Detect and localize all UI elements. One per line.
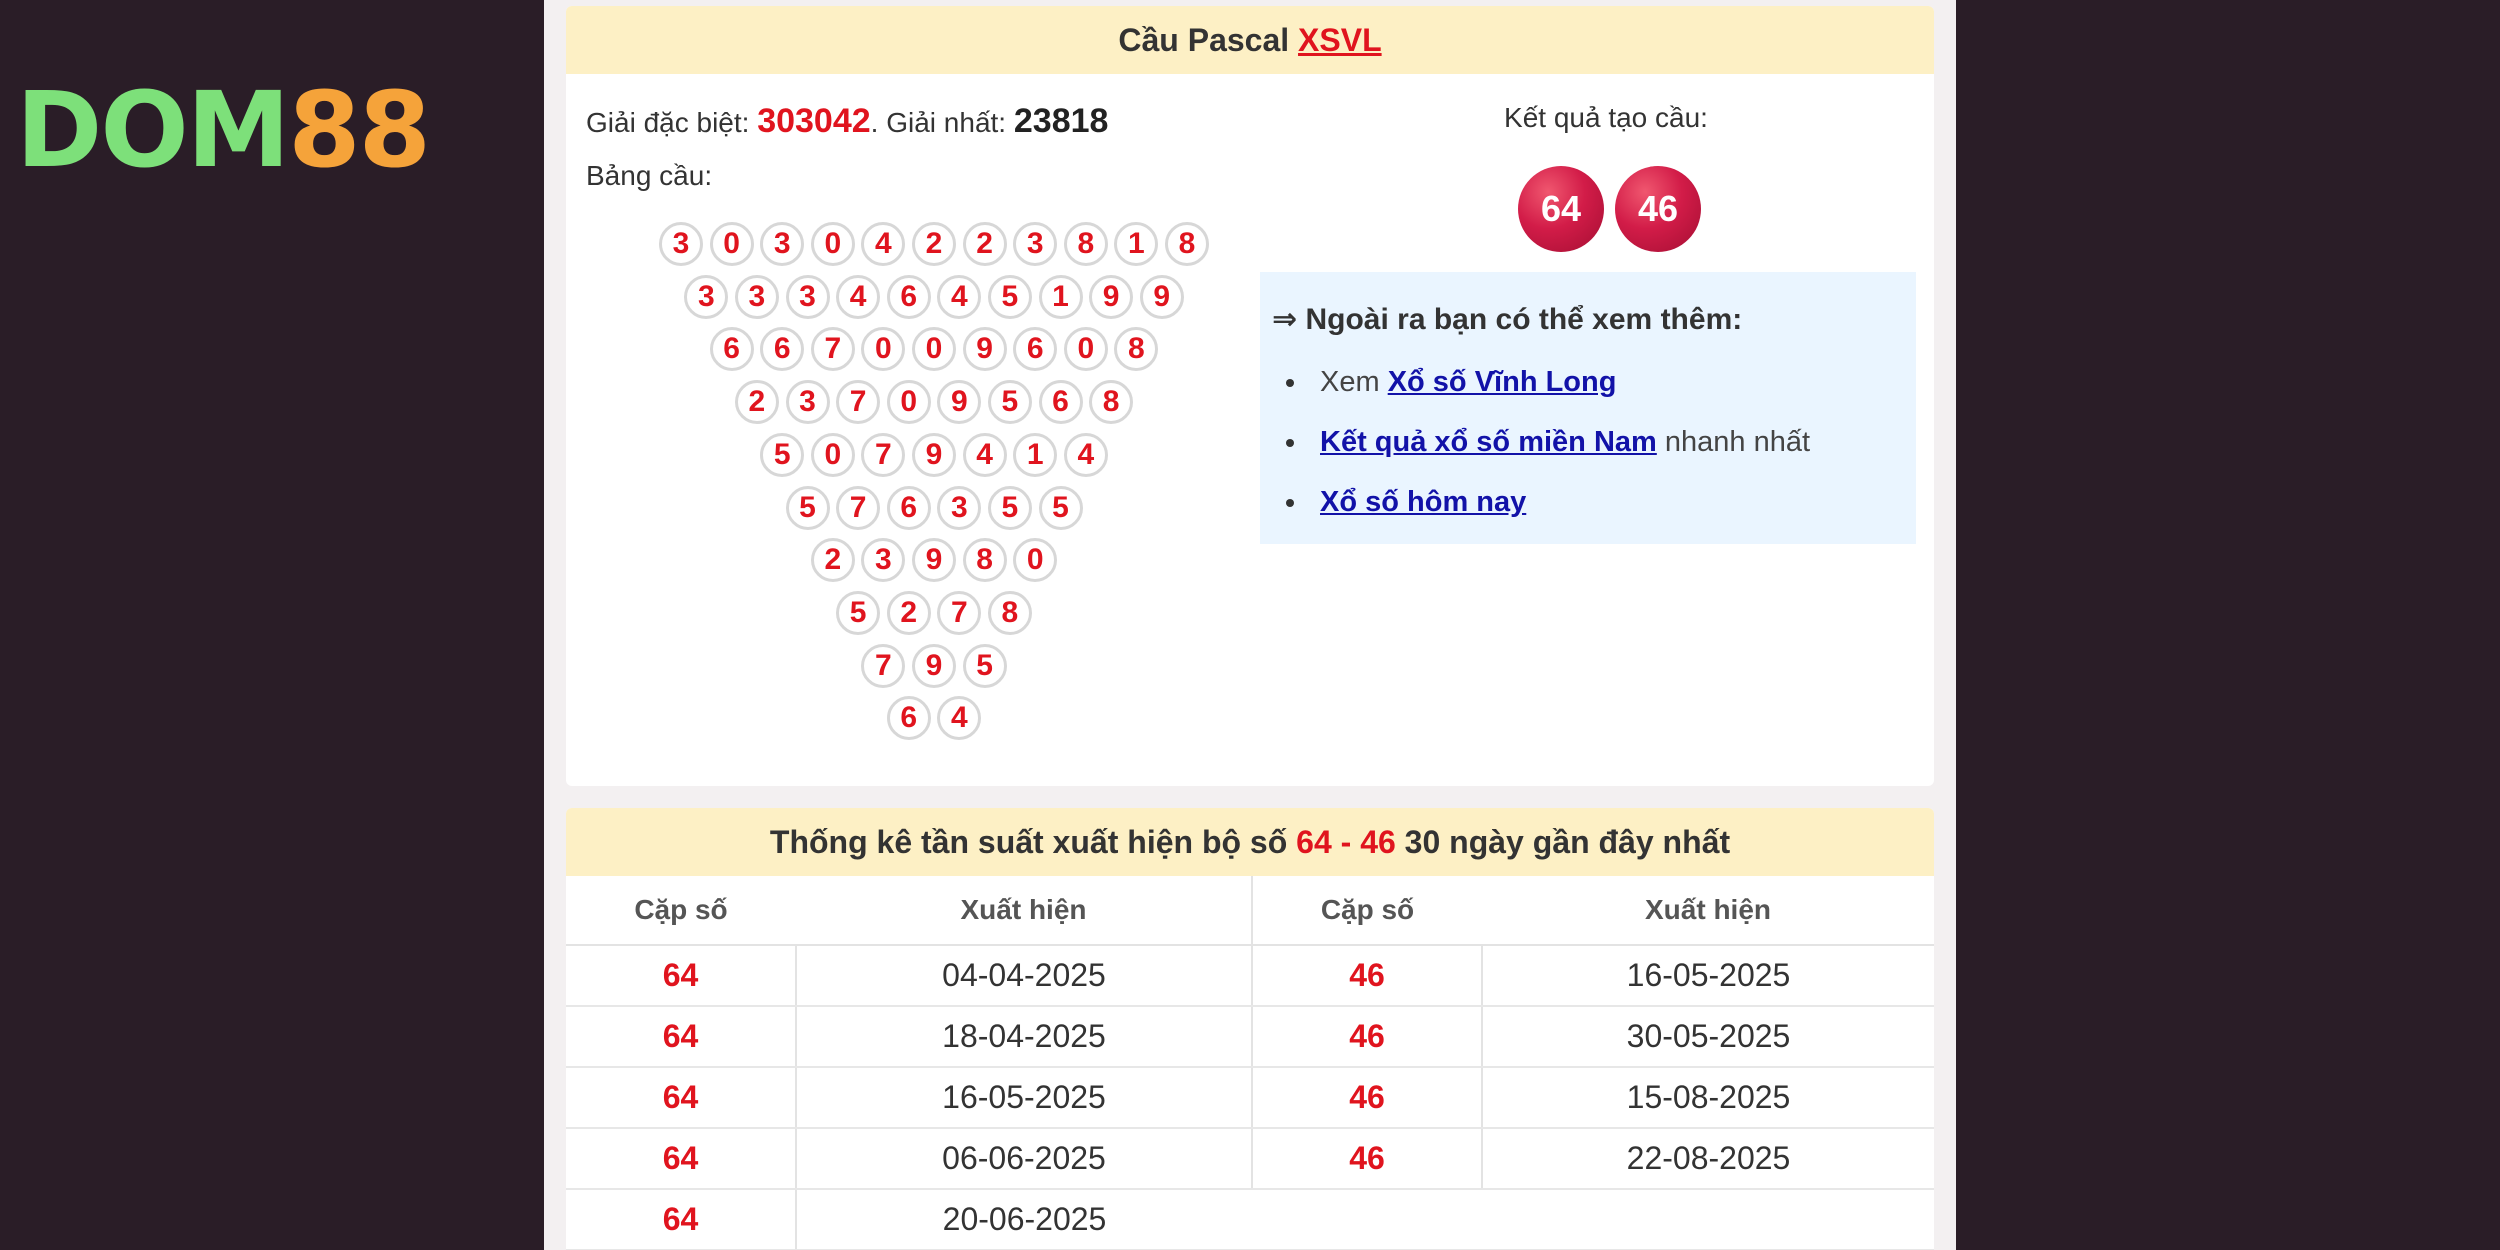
pascal-card	[566, 6, 1934, 786]
pascal-cell: 6	[887, 275, 931, 319]
pascal-cell: 6	[887, 486, 931, 530]
pascal-cell: 0	[710, 222, 754, 266]
pascal-cell: 2	[811, 538, 855, 582]
pascal-cell: 1	[1114, 222, 1158, 266]
prize-db-label: Giải đặc biệt:	[586, 107, 758, 138]
pascal-cell: 6	[1013, 327, 1057, 371]
ket-qua-mien-nam-link[interactable]: Kết quả xổ số miền Nam	[1320, 426, 1657, 458]
pascal-cell: 9	[912, 433, 956, 477]
table-row	[566, 1006, 1934, 1067]
xo-so-vinh-long-link[interactable]: Xổ số Vĩnh Long	[1387, 366, 1617, 398]
pascal-cell: 0	[811, 433, 855, 477]
pascal-cell: 7	[861, 433, 905, 477]
pair-cell: 46	[1252, 1067, 1482, 1128]
pascal-cell: 5	[1039, 486, 1083, 530]
pair-cell: 64	[566, 945, 796, 1006]
pascal-cell: 0	[1064, 327, 1108, 371]
pascal-cell: 8	[988, 591, 1032, 635]
table-row	[566, 1128, 1934, 1189]
stats-title-suffix: 30 ngày gần đây nhất	[1395, 824, 1731, 860]
pascal-cell: 3	[937, 486, 981, 530]
pascal-cell: 6	[760, 327, 804, 371]
pascal-cell: 2	[912, 222, 956, 266]
pascal-cell: 1	[1013, 433, 1057, 477]
list-item	[1272, 412, 1912, 472]
pascal-cell: 0	[811, 222, 855, 266]
item2-suffix: nhanh nhất	[1656, 426, 1811, 458]
pascal-cell: 3	[760, 222, 804, 266]
pair-cell: 64	[566, 1006, 796, 1067]
pascal-cell: 2	[887, 591, 931, 635]
prize-db-value: 303042	[757, 102, 871, 140]
pascal-cell: 0	[861, 327, 905, 371]
result-ball-2: 46	[1615, 166, 1701, 252]
pascal-cell: 7	[836, 380, 880, 424]
pascal-pyramid	[566, 6, 1266, 786]
pascal-title-text: Cầu Pascal	[1118, 22, 1299, 58]
pascal-cell: 6	[1039, 380, 1083, 424]
logo-text-dom: DOM	[16, 69, 289, 191]
pascal-cell: 8	[1064, 222, 1108, 266]
xsvl-link[interactable]: XSVL	[1298, 22, 1382, 58]
pascal-cell: 7	[811, 327, 855, 371]
pascal-cell: 8	[963, 538, 1007, 582]
pair-cell: 46	[1252, 1006, 1482, 1067]
stats-table	[566, 876, 1934, 1250]
pascal-cell: 3	[786, 275, 830, 319]
result-ball-1: 64	[1518, 166, 1604, 252]
item1-prefix: Xem	[1320, 366, 1388, 398]
pascal-cell: 8	[1114, 327, 1158, 371]
pascal-cell: 4	[1064, 433, 1108, 477]
pascal-cell: 9	[937, 380, 981, 424]
pascal-cell: 0	[912, 327, 956, 371]
col-header-cap-so: Cặp số	[566, 876, 796, 945]
pascal-cell: 8	[1165, 222, 1209, 266]
pascal-cell: 4	[861, 222, 905, 266]
pascal-cell: 8	[1089, 380, 1133, 424]
date-cell: 04-04-2025	[796, 945, 1252, 1006]
pascal-cell: 2	[963, 222, 1007, 266]
pascal-cell: 7	[836, 486, 880, 530]
col-header-xuat-hien-2: Xuất hiện	[1482, 876, 1934, 945]
date-cell: 15-08-2025	[1482, 1067, 1934, 1128]
see-more-list	[1272, 352, 1912, 532]
pair-cell: 64	[566, 1128, 796, 1189]
table-row	[566, 945, 1934, 1006]
pascal-cell: 3	[861, 538, 905, 582]
pascal-cell: 9	[912, 644, 956, 688]
pascal-cell: 3	[659, 222, 703, 266]
prize-nhat-value: 23818	[1013, 102, 1109, 140]
col-header-cap-so-2: Cặp số	[1252, 876, 1482, 945]
prize-sep: .	[870, 107, 887, 138]
pascal-cell: 4	[836, 275, 880, 319]
pascal-cell: 3	[684, 275, 728, 319]
dom88-logo[interactable]	[16, 69, 429, 191]
date-cell: 16-05-2025	[796, 1067, 1252, 1128]
content-column	[544, 0, 1956, 1250]
date-cell: 16-05-2025	[1482, 945, 1934, 1006]
see-more-box	[1260, 272, 1916, 544]
pascal-cell: 1	[1039, 275, 1083, 319]
date-cell: 22-08-2025	[1482, 1128, 1934, 1189]
date-cell: 30-05-2025	[1482, 1006, 1934, 1067]
prize-nhat-label: Giải nhất:	[886, 107, 1014, 138]
empty-cell	[1252, 1189, 1482, 1250]
pair-cell: 46	[1252, 945, 1482, 1006]
pascal-cell: 5	[786, 486, 830, 530]
pair-cell: 64	[566, 1067, 796, 1128]
stats-title-prefix: Thống kê tần suất xuất hiện bộ số	[769, 824, 1297, 860]
stats-title	[566, 808, 1934, 876]
pascal-cell: 5	[836, 591, 880, 635]
pascal-cell: 6	[710, 327, 754, 371]
empty-cell	[1482, 1189, 1934, 1250]
pascal-cell: 9	[1089, 275, 1133, 319]
date-cell: 06-06-2025	[796, 1128, 1252, 1189]
pascal-cell: 7	[861, 644, 905, 688]
pascal-cell: 5	[988, 275, 1032, 319]
pascal-cell: 2	[735, 380, 779, 424]
pascal-cell: 5	[963, 644, 1007, 688]
result-label: Kết quả tạo cầu:	[1504, 102, 1708, 133]
date-cell: 18-04-2025	[796, 1006, 1252, 1067]
pascal-cell: 3	[786, 380, 830, 424]
stats-card	[566, 808, 1934, 1250]
pascal-cell: 9	[1140, 275, 1184, 319]
pascal-cell: 9	[912, 538, 956, 582]
pair-cell: 64	[566, 1189, 796, 1250]
pascal-cell: 5	[760, 433, 804, 477]
pascal-cell: 4	[937, 696, 981, 740]
bang-cau-label: Bảng cầu:	[586, 160, 713, 191]
see-more-title: ⇒ Ngoài ra bạn có thể xem thêm:	[1272, 303, 1743, 336]
table-row	[566, 1067, 1934, 1128]
pair-cell: 46	[1252, 1128, 1482, 1189]
pascal-cell: 5	[988, 486, 1032, 530]
pascal-cell: 6	[887, 696, 931, 740]
list-item	[1272, 352, 1912, 412]
table-row	[566, 1189, 1934, 1250]
list-item	[1272, 472, 1912, 532]
pascal-cell: 3	[735, 275, 779, 319]
xo-so-hom-nay-link[interactable]: Xổ số hôm nay	[1320, 486, 1527, 518]
pascal-cell: 0	[1013, 538, 1057, 582]
pascal-cell: 9	[963, 327, 1007, 371]
pascal-cell: 5	[988, 380, 1032, 424]
pascal-cell: 4	[963, 433, 1007, 477]
stats-title-pair: 64 - 46	[1296, 824, 1396, 860]
pascal-cell: 7	[937, 591, 981, 635]
date-cell: 20-06-2025	[796, 1189, 1252, 1250]
col-header-xuat-hien: Xuất hiện	[796, 876, 1252, 945]
pascal-cell: 0	[887, 380, 931, 424]
pascal-cell: 4	[937, 275, 981, 319]
pascal-cell: 3	[1013, 222, 1057, 266]
logo-text-88: 88	[288, 69, 429, 191]
